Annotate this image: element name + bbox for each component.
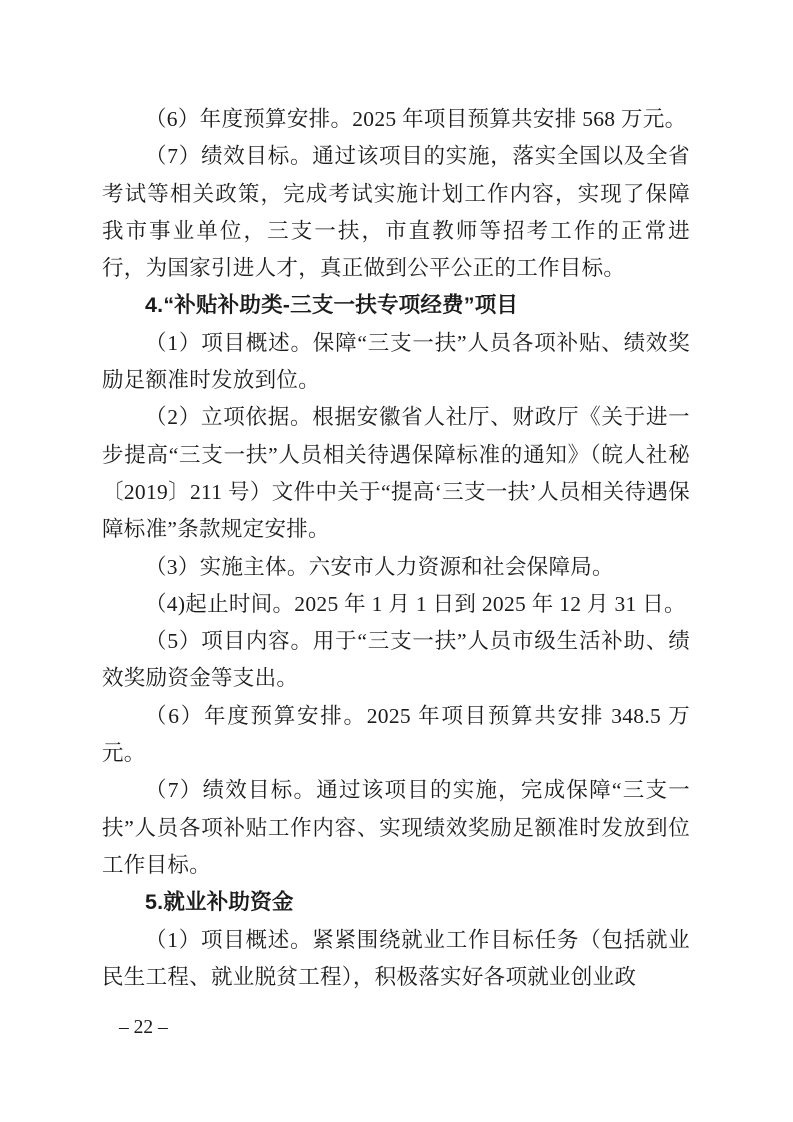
paragraph-performance-goal-subsidy: （7）绩效目标。通过该项目的实施，完成保障“三支一扶”人员各项补贴工作内容、实现绩效奖励足额准时发放到位工作目标。	[102, 778, 690, 877]
paragraph-performance-goal-exams: （7）绩效目标。通过该项目的实施，落实全国以及全省考试等相关政策，完成考试实施计划工作内容，实现了保障我市事业单位，三支一扶，市直教师等招考工作的正常进行，为国家引进人才，真正做到公平公正的工作目标。	[102, 144, 690, 281]
paragraph-project-overview-subsidy: （1）项目概述。保障“三支一扶”人员各项补贴、绩效奖励足额准时发放到位。	[102, 330, 690, 393]
paragraph-project-content: （5）项目内容。用于“三支一扶”人员市级生活补助、绩效奖励资金等支出。	[102, 629, 690, 691]
page-number: – 22 –	[119, 1017, 168, 1038]
section-heading-4-sanzhiyifu-fund: 4.“补贴补助类-三支一扶专项经费”项目	[145, 293, 519, 318]
paragraph-implementing-body: （3）实施主体。六安市人力资源和社会保障局。	[145, 554, 614, 579]
paragraph-project-duration: （4)起止时间。2025 年 1 月 1 日到 2025 年 12 月 31 日。	[145, 591, 686, 616]
page-body	[102, 101, 690, 996]
section-heading-5-employment-subsidy-fund: 5.就业补助资金	[145, 890, 294, 915]
paragraph-budget-arrangement-568: （6）年度预算安排。2025 年项目预算共安排 568 万元。	[145, 107, 687, 131]
paragraph-project-basis: （2）立项依据。根据安徽省人社厅、财政厅《关于进一步提高“三支一扶”人员相关待遇保障标准的通知》（皖人社秘〔2019〕211 号）文件中关于“提高‘三支一扶’人员相关待遇保障标准”条款规定安排。	[102, 405, 690, 542]
paragraph-budget-arrangement-348: （6）年度预算安排。2025 年项目预算共安排 348.5 万元。	[102, 703, 690, 766]
paragraph-employment-overview: （1）项目概述。紧紧围绕就业工作目标任务（包括就业民生工程、就业脱贫工程），积极落实好各项就业创业政	[102, 927, 690, 989]
